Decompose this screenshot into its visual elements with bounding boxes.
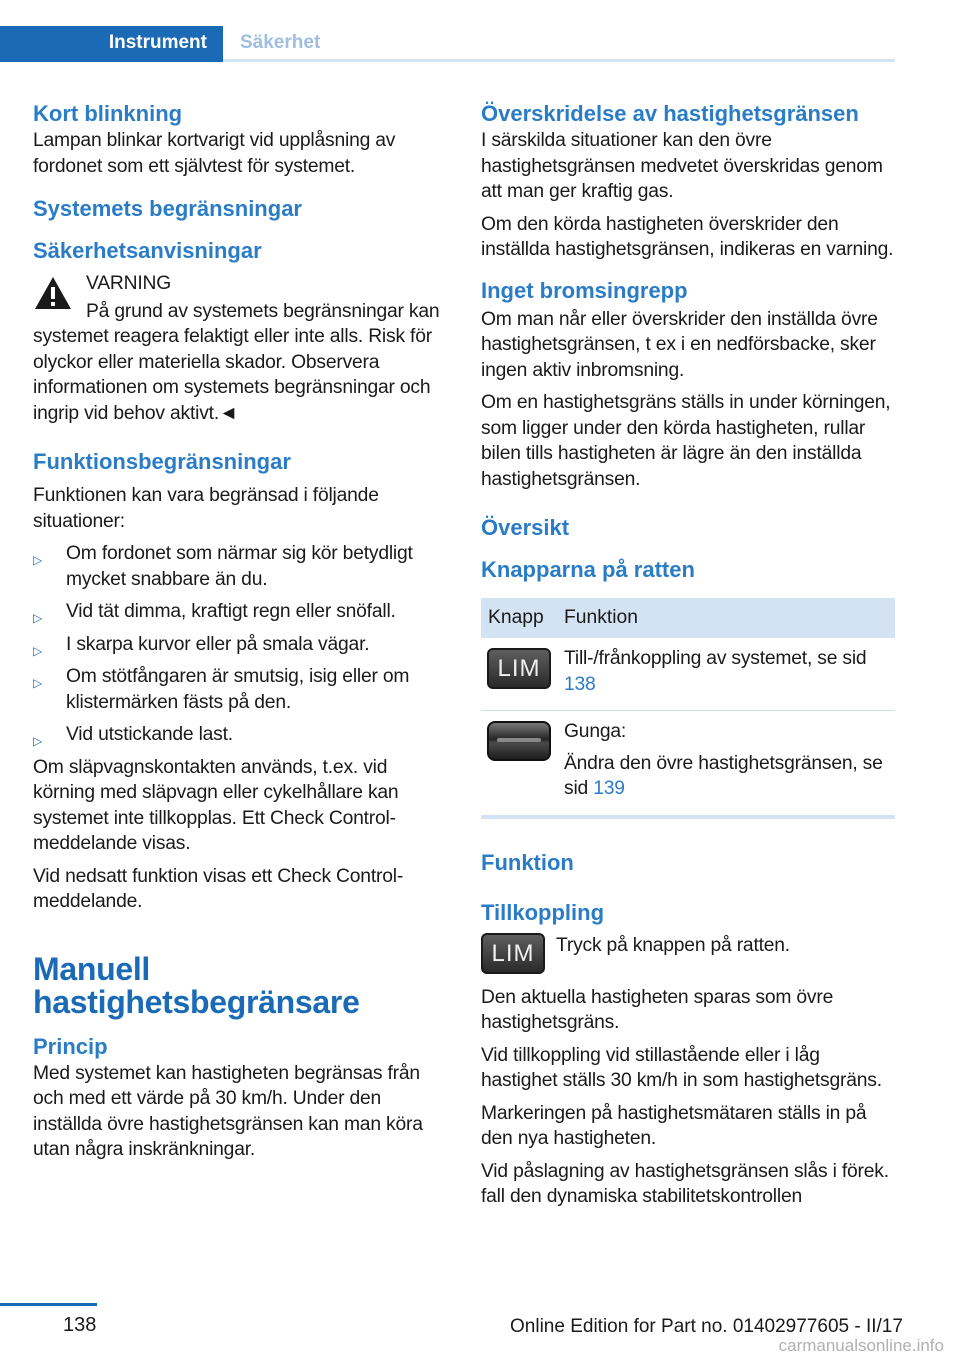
text-tryck: Tryck på knappen på ratten. xyxy=(556,934,790,956)
heading-sakerhetsanvisningar: Säkerhetsanvisningar xyxy=(33,238,262,263)
triangle-bullet-icon: ▷ xyxy=(33,676,43,690)
table-row xyxy=(481,638,895,710)
table-cell-funktion: Ändra den övre hastighetsgränsen, se sid 139 xyxy=(564,752,883,799)
list-item: ▷ Om fordonet som närmar sig kör betydligt mycket snabbare än du. xyxy=(33,543,413,590)
page-link-139[interactable]: 139 xyxy=(593,778,625,799)
heading-princip: Princip xyxy=(33,1033,108,1059)
page-number: 138 xyxy=(63,1314,97,1336)
tillkoppling-instruction xyxy=(481,933,895,977)
left-column xyxy=(33,100,448,1170)
heading-knapparna-pa-ratten: Knapparna på ratten xyxy=(481,557,695,582)
triangle-bullet-icon: ▷ xyxy=(33,611,43,625)
table-header-funktion: Funktion xyxy=(564,607,638,628)
text-overskridelse-2: Om den körda hastigheten överskrider den inställda hastighetsgränsen, indikeras en varning. xyxy=(481,213,894,260)
text-nedsatt-funktion: Vid nedsatt funktion visas ett Check Control-meddelande. xyxy=(33,865,404,912)
buttons-table xyxy=(481,598,895,819)
table-header-knapp: Knapp xyxy=(488,607,544,628)
heading-systemets-begransningar: Systemets begränsningar xyxy=(33,196,302,221)
right-column xyxy=(481,100,895,1217)
list-item: ▷ Om stötfångaren är smutsig, isig eller om klistermärken fästs på den. xyxy=(33,666,410,713)
limitations-list xyxy=(33,541,448,748)
text-kort-blinkning: Lampan blinkar kortvarigt vid upplåsning av fordonet som ett självtest för systemet. xyxy=(33,130,396,177)
lim-button-icon: LIM xyxy=(481,933,545,974)
watermark: carmanualsonline.info xyxy=(778,1336,944,1355)
lim-button-icon: LIM xyxy=(487,648,551,689)
text-funktion-intro: Funktionen kan vara begränsad i följande situationer: xyxy=(33,485,379,532)
heading-inget-bromsingrepp: Inget bromsingrepp xyxy=(481,277,688,303)
text-markering: Markeringen på hastighetsmätaren ställs in på den nya hastigheten. xyxy=(481,1102,867,1149)
warning-text: På grund av systemets begränsningar kan systemet reagera felaktigt eller inte alls. Risk för olyckor eller materiella skador. Observera informationen om systemets begränsningar och ingrip vid behov aktivt.◄ xyxy=(33,300,440,424)
heading-tillkoppling: Tillkoppling xyxy=(481,899,605,925)
table-header xyxy=(481,598,895,638)
triangle-bullet-icon: ▷ xyxy=(33,553,43,567)
tab-instrument[interactable]: Instrument xyxy=(0,26,223,62)
footer-edition: Online Edition for Part no. 01402977605 - II/17 xyxy=(510,1316,903,1337)
page-link-138[interactable]: 138 xyxy=(564,673,596,695)
heading-funktion: Funktion xyxy=(481,849,574,875)
warning-triangle-icon xyxy=(33,275,73,311)
text-aktuella: Den aktuella hastigheten sparas som övre hastighetsgräns. xyxy=(481,986,834,1033)
list-item: ▷ I skarpa kurvor eller på smala vägar. xyxy=(33,632,448,658)
table-row xyxy=(481,710,895,815)
table-cell-label: Gunga: xyxy=(564,721,627,742)
text-overskridelse-1: I särskilda situationer kan den övre hastighetsgränsen medvetet överskridas genom att man ger kraftig gas. xyxy=(481,130,883,202)
list-item: ▷ Vid tät dimma, kraftigt regn eller snöfall. xyxy=(33,599,448,625)
heading-funktionsbegransningar: Funktionsbegränsningar xyxy=(33,449,291,474)
triangle-bullet-icon: ▷ xyxy=(33,643,43,658)
warning-label: VARNING xyxy=(86,273,172,294)
header-tabs xyxy=(0,26,895,62)
heading-manuell-hastighetsbegransare: Manuell hastighetsbegränsare xyxy=(33,950,360,1020)
text-stillastaende: Vid tillkoppling vid stillastående eller i låg hastighet ställs 30 km/h in som hastighetsgräns. xyxy=(481,1044,882,1091)
tab-sakerhet[interactable]: Säkerhet xyxy=(240,32,321,53)
rocker-switch-icon xyxy=(487,721,551,761)
warning-block xyxy=(33,271,448,426)
heading-overskridelse: Överskridelse av hastighetsgränsen xyxy=(481,101,859,126)
text-paslagning: Vid påslagning av hastighetsgränsen slås i förek. fall den dynamiska stabilitetskontrollen xyxy=(481,1160,889,1207)
triangle-bullet-icon: ▷ xyxy=(33,734,43,748)
text-slapvagn: Om släpvagnskontakten används, t.ex. vid körning med släpvagn eller cykelhållare kan systemet inte tillkopplas. Ett Check Control-meddelande visas. xyxy=(33,756,399,854)
text-princip: Med systemet kan hastigheten begränsas från och med ett värde på 30 km/h. Under den inställda övre hastighetsgränsen kan man köra utan några inskränkningar. xyxy=(33,1062,423,1160)
heading-oversikt: Översikt xyxy=(481,515,570,540)
heading-kort-blinkning: Kort blinkning xyxy=(33,101,183,126)
text-inget-2: Om en hastighetsgräns ställs in under körningen, som ligger under den körda hastigheten, rullar bilen tills hastigheten är lägre än den inställda hastighetsgränsen. xyxy=(481,392,891,490)
footer-divider xyxy=(0,1303,97,1306)
table-cell-funktion: Till-/frånkoppling av systemet, se sid 138 xyxy=(564,648,867,695)
text-inget-1: Om man når eller överskrider den inställda övre hastighetsgränsen, t ex i en nedförsbacke, sker ingen aktiv inbromsning. xyxy=(481,308,878,381)
list-item: ▷ Vid utstickande last. xyxy=(33,722,448,748)
